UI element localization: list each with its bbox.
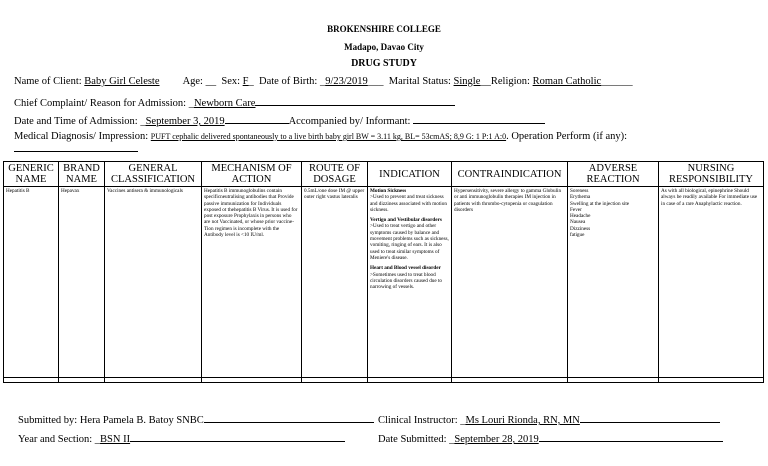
- cell-generic: Hepatitis B: [4, 187, 59, 378]
- adverse-item: Soreness: [570, 188, 589, 194]
- operation-fill-line: [14, 151, 138, 152]
- client-name: Baby Girl Celeste: [84, 76, 160, 87]
- header-generic-name: GENERIC NAME: [4, 162, 59, 187]
- sex-value: F: [242, 76, 249, 87]
- indication-text-2: >Used to treat vertigo and other symptoms caused by balance and movement problems such as sickness, vomiting, ringing of ears. It is also used to treat similar symptoms of Meniere's disease.: [370, 223, 449, 261]
- header-nursing-responsibility: NURSING RESPONSIBILITY: [659, 162, 764, 187]
- college-name: BROKENSHIRE COLLEGE: [327, 24, 441, 34]
- date-label: Date Submitted:: [378, 434, 447, 445]
- adverse-item: Dizziness: [570, 225, 591, 232]
- indication-text-1: >Used to prevent and treat sickness and dizziness associated with motion sickness.: [370, 194, 447, 213]
- marital-value: Single: [453, 76, 481, 87]
- admission-value: September 3, 2019: [145, 116, 225, 127]
- indication-title-1: Motion Sickness: [370, 188, 407, 194]
- instructor-line: Clinical Instructor: _Ms Louri Rionda, RN, MN: [378, 412, 720, 426]
- header-contraindication: CONTRAINDICATION: [452, 162, 568, 187]
- dob-value: 9/23/2019: [325, 76, 368, 87]
- adverse-item: Erythema: [570, 194, 591, 201]
- admission-line: Date and Time of Admission: _September 3, 2019 Accompanied by/ Informant:: [14, 113, 545, 127]
- religion-label: Religion:: [490, 76, 530, 87]
- adverse-item: Nausea: [570, 219, 586, 226]
- college-address: Madapo, Davao City: [344, 42, 424, 52]
- complaint-label: Chief Complaint/ Reason for Admission:: [14, 98, 187, 109]
- marital-label: Marital Status:: [388, 76, 451, 87]
- indication-title-2: Vertigo and Vestibular disorders: [370, 217, 442, 224]
- submitted-value: Hera Pamela B. Batoy SNBC: [79, 415, 204, 426]
- adverse-item: Fever: [570, 206, 582, 213]
- cell-route: 0.5mL/one dose IM @ upper outer right vastus lateralis: [302, 187, 368, 378]
- cell-classification: Vaccines antisera & immunologicals: [105, 187, 202, 378]
- cell-mechanism: Hepatitis B immunoglobulins contain specificneutralising antibodies that Provide passive immunization for Individuals exposed ot thehepatitis B Virus. It is used for post exposure Prophylaxis in persons who are not Vaccinated, or whose prior vaccine-Tion regimen is incomplete with the Antibody level is <10 IU/ml.: [202, 187, 302, 378]
- complaint-line: Chief Complaint/ Reason for Admission: _Newborn Care: [14, 95, 455, 109]
- age-label: Age:: [182, 76, 203, 87]
- indication-text-3: >Sometimes used to treat blood circulation disorders caused due to narrowing of vessels.: [370, 271, 443, 291]
- religion-value: Roman Catholic: [532, 76, 602, 87]
- instructor-value: Ms Louri Rionda, RN, MN: [465, 415, 580, 426]
- year-section-line: Year and Section: _BSN II: [18, 431, 345, 445]
- accompanied-label: Accompanied by/ Informant:: [288, 116, 411, 127]
- dob-label: Date of Birth:: [259, 76, 318, 87]
- document-title: DRUG STUDY: [351, 58, 417, 69]
- cell-brand: Hepavax: [59, 187, 105, 378]
- diagnosis-line: [14, 131, 627, 142]
- header-classification: GENERAL CLASSIFICATION: [105, 162, 202, 187]
- header-mechanism: MECHANISM OF ACTION: [202, 162, 302, 187]
- sex-label: Sex:: [221, 76, 241, 87]
- complaint-value: Newborn Care: [193, 98, 256, 109]
- date-submitted-line: Date Submitted: _September 28, 2019: [378, 431, 723, 445]
- header-route: ROUTE OF DOSAGE: [302, 162, 368, 187]
- cell-contraindication: Hypersensitivity, severe allergy to gamma Globulin or anti immunoglobulin therapies IM injection in patients with thrombo-cytopenia or coagulation disorders: [452, 187, 568, 378]
- table-blank-row: [4, 378, 764, 383]
- cell-indication: [368, 187, 452, 378]
- adverse-item: Headache: [570, 213, 591, 220]
- admission-label: Date and Time of Admission:: [14, 116, 138, 127]
- operation-label: . Operation Perform (if any):: [506, 131, 628, 142]
- name-label: Name of Client:: [14, 76, 82, 87]
- adverse-item: fatigue: [570, 232, 585, 239]
- diagnosis-value: PUFT cephalic delivered spontaneously to a live birth baby girl BW = 3.11 kg, BL= 53cmAS; 8,9 G: 1 P:1 A:0: [150, 132, 507, 141]
- cell-adverse: [568, 187, 659, 378]
- year-value: BSN II: [100, 434, 131, 445]
- instructor-label: Clinical Instructor:: [378, 415, 458, 426]
- header-brand-name: BRAND NAME: [59, 162, 105, 187]
- client-info-line: Name of Client: Baby Girl Celeste Age: __ Sex: F_ Date of Birth: _9/23/2019___ Marital Status: Single__Religion: Roman Catholic______: [14, 76, 633, 87]
- cell-nursing: As with all biological, epinephrine Should always be readily available For immediate use in case of a rare Anaphylactic reaction.: [659, 187, 764, 378]
- indication-title-3: Heart and Blood vessel disorder: [370, 265, 441, 272]
- drug-study-table: [3, 161, 764, 383]
- table-row: [4, 187, 764, 378]
- adverse-item: Swelling at the injection site: [570, 200, 630, 207]
- submitted-label: Submitted by:: [18, 415, 78, 426]
- diagnosis-label: Medical Diagnosis/ Impression:: [14, 131, 149, 142]
- header-adverse-reaction: ADVERSE REACTION: [568, 162, 659, 187]
- submitted-by-line: [18, 412, 374, 426]
- date-value: September 28, 2019: [454, 434, 539, 445]
- header-indication: INDICATION: [368, 162, 452, 187]
- year-label: Year and Section:: [18, 434, 93, 445]
- table-header-row: [4, 162, 764, 187]
